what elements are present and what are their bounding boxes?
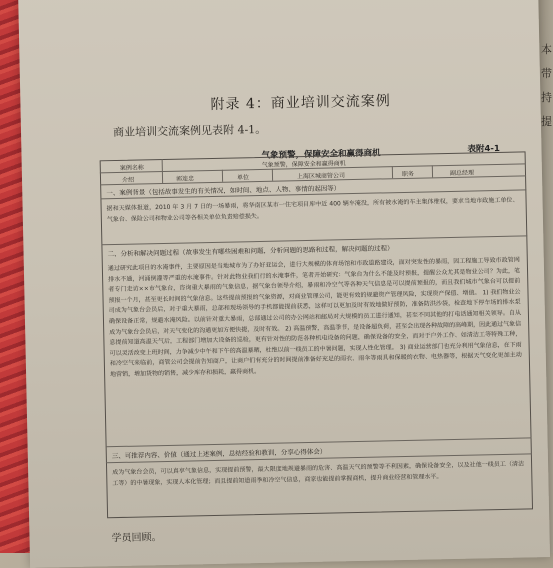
table-divider (272, 169, 273, 181)
table-divider (432, 165, 433, 177)
adjacent-glyph: 持 (541, 91, 552, 104)
position-value: 副总经理 (449, 169, 475, 177)
section-1-body: 据和天媒体报道，2010 年 3 月 7 日的一场暴雨，将华南区某市一住宅项目库中近 400 辆车淹没，所有被水淹的车主集体维权，要求当地市政施工单位、气象台、保险公司和物业公司等各相关单位负责赔偿损失。 (106, 196, 519, 223)
closing-text: 学员回顾。 (111, 532, 162, 545)
unit-value: 上海区城商管公司 (296, 172, 346, 181)
unit-label: 单位 (236, 174, 250, 182)
section-2-body: 通过研究此项目的水淹事件，主要原因是当地城市为了办好亚运会，进行大规模的体育场馆和市政道路建设，面对突发性的暴雨，因工程施工导致市政管网排水不通，河涌倒灌等严重的水淹事件。针对此物业我们行的水淹事件，笔者开始研究：气象台为什么不能及时预报，提醒公众尤其是物业公司？为此，笔者专门走访××市气象台，咨询重大暴雨的气象信息，据气象台领导介绍，暴雨和冷空气等各种天气信息是可以提前预报的，而且我们城市气象台可以提前预报一个月，甚至更长时间的气象信息。这些提前预报的气象资源，对商业管理公司，能更有效的规避资产管理风险，实现资产保值、增值。 1) 我们物业公司成为气象台会员后，对于重大暴雨，总部和现场领导的手机都能提前获悉，这样可以更加及时有效地做好预防，准备防洪沙袋，检查地下停车场的排水泵确保设备正常，规避水淹风险。以前针对重大暴雨，总部通过公司的办公网站和邮局对大规模的员工进行通知，甚至不同其他的打电话通知相关领导。自从成为气象台会员后，对天气变化的沟通更加方便快捷，及时有效。 2) 高温预警，高温季节，是设备超负荷，甚至会出现各种故障的高峰期，因此通过气象信息提前知道高温天气后，工程部门增加大设备的巡检，更有针对性的防范各种机电设备的问题，确保设备的安全，而对于户外工作、如清洁工等特殊工种，可以灵活改变上班时间，力争减少中午和下午的高温暴晒，杜绝以前一线员工的中暑问题，实现人性化管理。 3) 商业运营部门也充分利用气象信息，在下雨和冷空气来临前，商管公司会提前告知商户，让商户们有充分的时间提前准备好充足的雨衣、雨伞等雨具和保暖的衣物、电热器等，根据天气变化更加主动地营销，增加货物的销售，减少库存和损耗，赢得商机。 (107, 256, 522, 379)
adjacent-page-text (541, 38, 553, 134)
adjacent-glyph: 提 (541, 115, 552, 128)
case-name-label: 案例名称 (119, 164, 144, 172)
adjacent-glyph: 本 (541, 43, 552, 56)
book-page (18, 0, 550, 568)
intro-text: 商业培训交流案例见表附 4-1。 (112, 122, 267, 140)
section-3-heading: 三、可推荐内容、价值（通过上述案例，总结经验和教训，分享心得体会） (111, 447, 327, 461)
section-3-body: 成为气象台会员，可以真享气象信息，实现提前预警，最大限度地规避暴雨的危害、高温天气的预警等不利因素，确保设备安全，以及社他一线员工（清洁工等）的中暑现象，实现人本化管理；而且提前知道雨季和冷空气信息，商家也能提前掌握商机，提升商业经营和管理水平。 (112, 460, 525, 487)
case-name-value: 气象预警，保障安全和赢得商机 (261, 160, 346, 169)
table-caption: 气象预警，保障安全和赢得商机 (261, 148, 381, 161)
presenter-name: 郭连忠 (175, 175, 195, 183)
adjacent-glyph: 带 (541, 67, 552, 80)
presenter-label: 介绍 (121, 176, 135, 184)
appendix-title: 附录 4：商业培训交流案例 (210, 93, 391, 113)
table-divider (222, 170, 223, 182)
position-label: 职务 (401, 170, 415, 178)
table-reference: 表附4-1 (467, 143, 500, 155)
section-2-heading: 二、分析和解决问题过程（故事发生有哪些困难和问题，分析问题的思路和过程，解决问题的过程） (107, 244, 394, 259)
section-1-heading: 一、案例背景（包括故事发生的有关情况，如时间、地点、人物、事情的起因等） (106, 184, 341, 198)
